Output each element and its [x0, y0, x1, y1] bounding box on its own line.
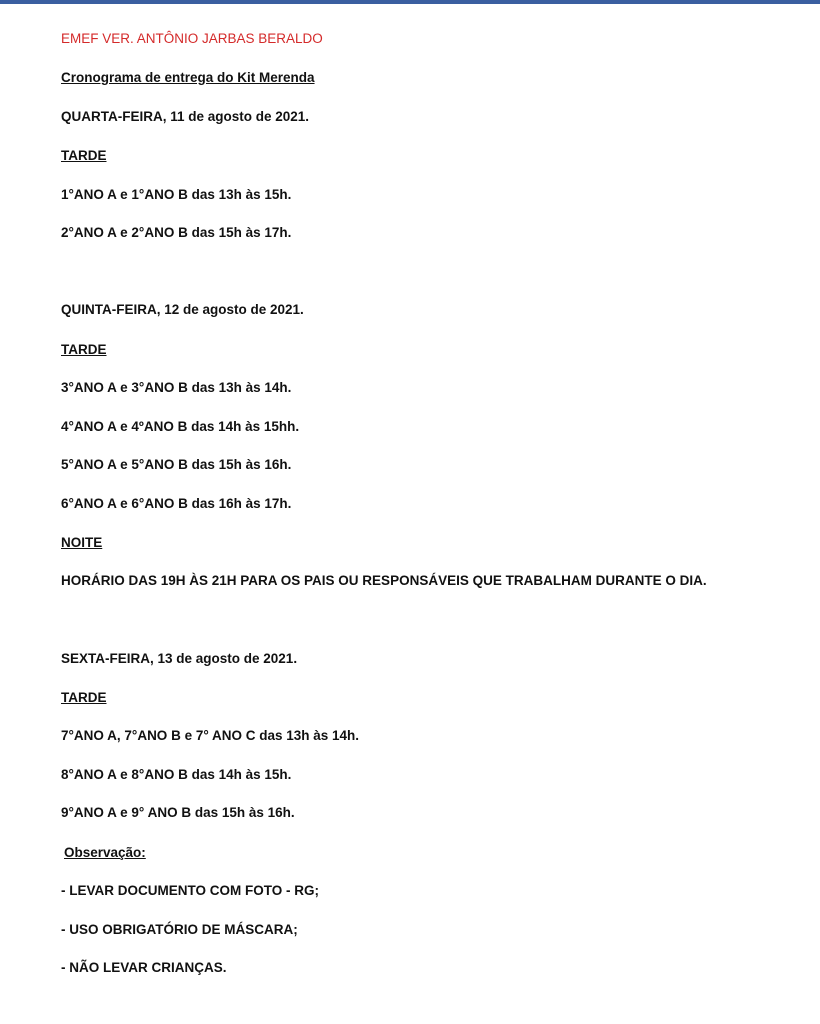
schedule-slot: 5°ANO A e 5°ANO B das 15h às 16h. [61, 457, 292, 472]
schedule-slot: 8°ANO A e 8°ANO B das 14h às 15h. [61, 767, 292, 782]
day-date-wednesday: QUARTA-FEIRA, 11 de agosto de 2021. [61, 109, 310, 124]
observation-title: Observação: [64, 845, 146, 860]
night-schedule-text: HORÁRIO DAS 19H ÀS 21H PARA OS PAIS OU RESPONSÁVEIS QUE TRABALHAM DURANTE O DIA. [61, 573, 707, 588]
schedule-slot: 7°ANO A, 7°ANO B e 7° ANO C das 13h às 14h. [61, 728, 360, 743]
schedule-slot: 1°ANO A e 1°ANO B das 13h às 15h. [61, 187, 292, 202]
schedule-slot: 4°ANO A e 4ºANO B das 14h às 15hh. [61, 419, 300, 434]
period-afternoon-thursday: TARDE [61, 342, 107, 357]
schedule-slot: 2°ANO A e 2°ANO B das 15h às 17h. [61, 225, 292, 240]
period-night-thursday: NOITE [61, 535, 103, 550]
top-border [0, 0, 820, 4]
period-afternoon-wednesday: TARDE [61, 148, 107, 163]
observation-item: - USO OBRIGATÓRIO DE MÁSCARA; [61, 922, 298, 937]
observation-item: - NÃO LEVAR CRIANÇAS. [61, 960, 227, 975]
schedule-slot: 9°ANO A e 9° ANO B das 15h às 16h. [61, 805, 295, 820]
schedule-slot: 3°ANO A e 3°ANO B das 13h às 14h. [61, 380, 292, 395]
school-name: EMEF VER. ANTÔNIO JARBAS BERALDO [61, 31, 323, 46]
period-afternoon-friday: TARDE [61, 690, 107, 705]
day-date-friday: SEXTA-FEIRA, 13 de agosto de 2021. [61, 651, 298, 666]
schedule-slot: 6°ANO A e 6°ANO B das 16h às 17h. [61, 496, 292, 511]
day-date-thursday: QUINTA-FEIRA, 12 de agosto de 2021. [61, 302, 304, 317]
document-title: Cronograma de entrega do Kit Merenda [61, 70, 315, 85]
observation-item: - LEVAR DOCUMENTO COM FOTO - RG; [61, 883, 319, 898]
